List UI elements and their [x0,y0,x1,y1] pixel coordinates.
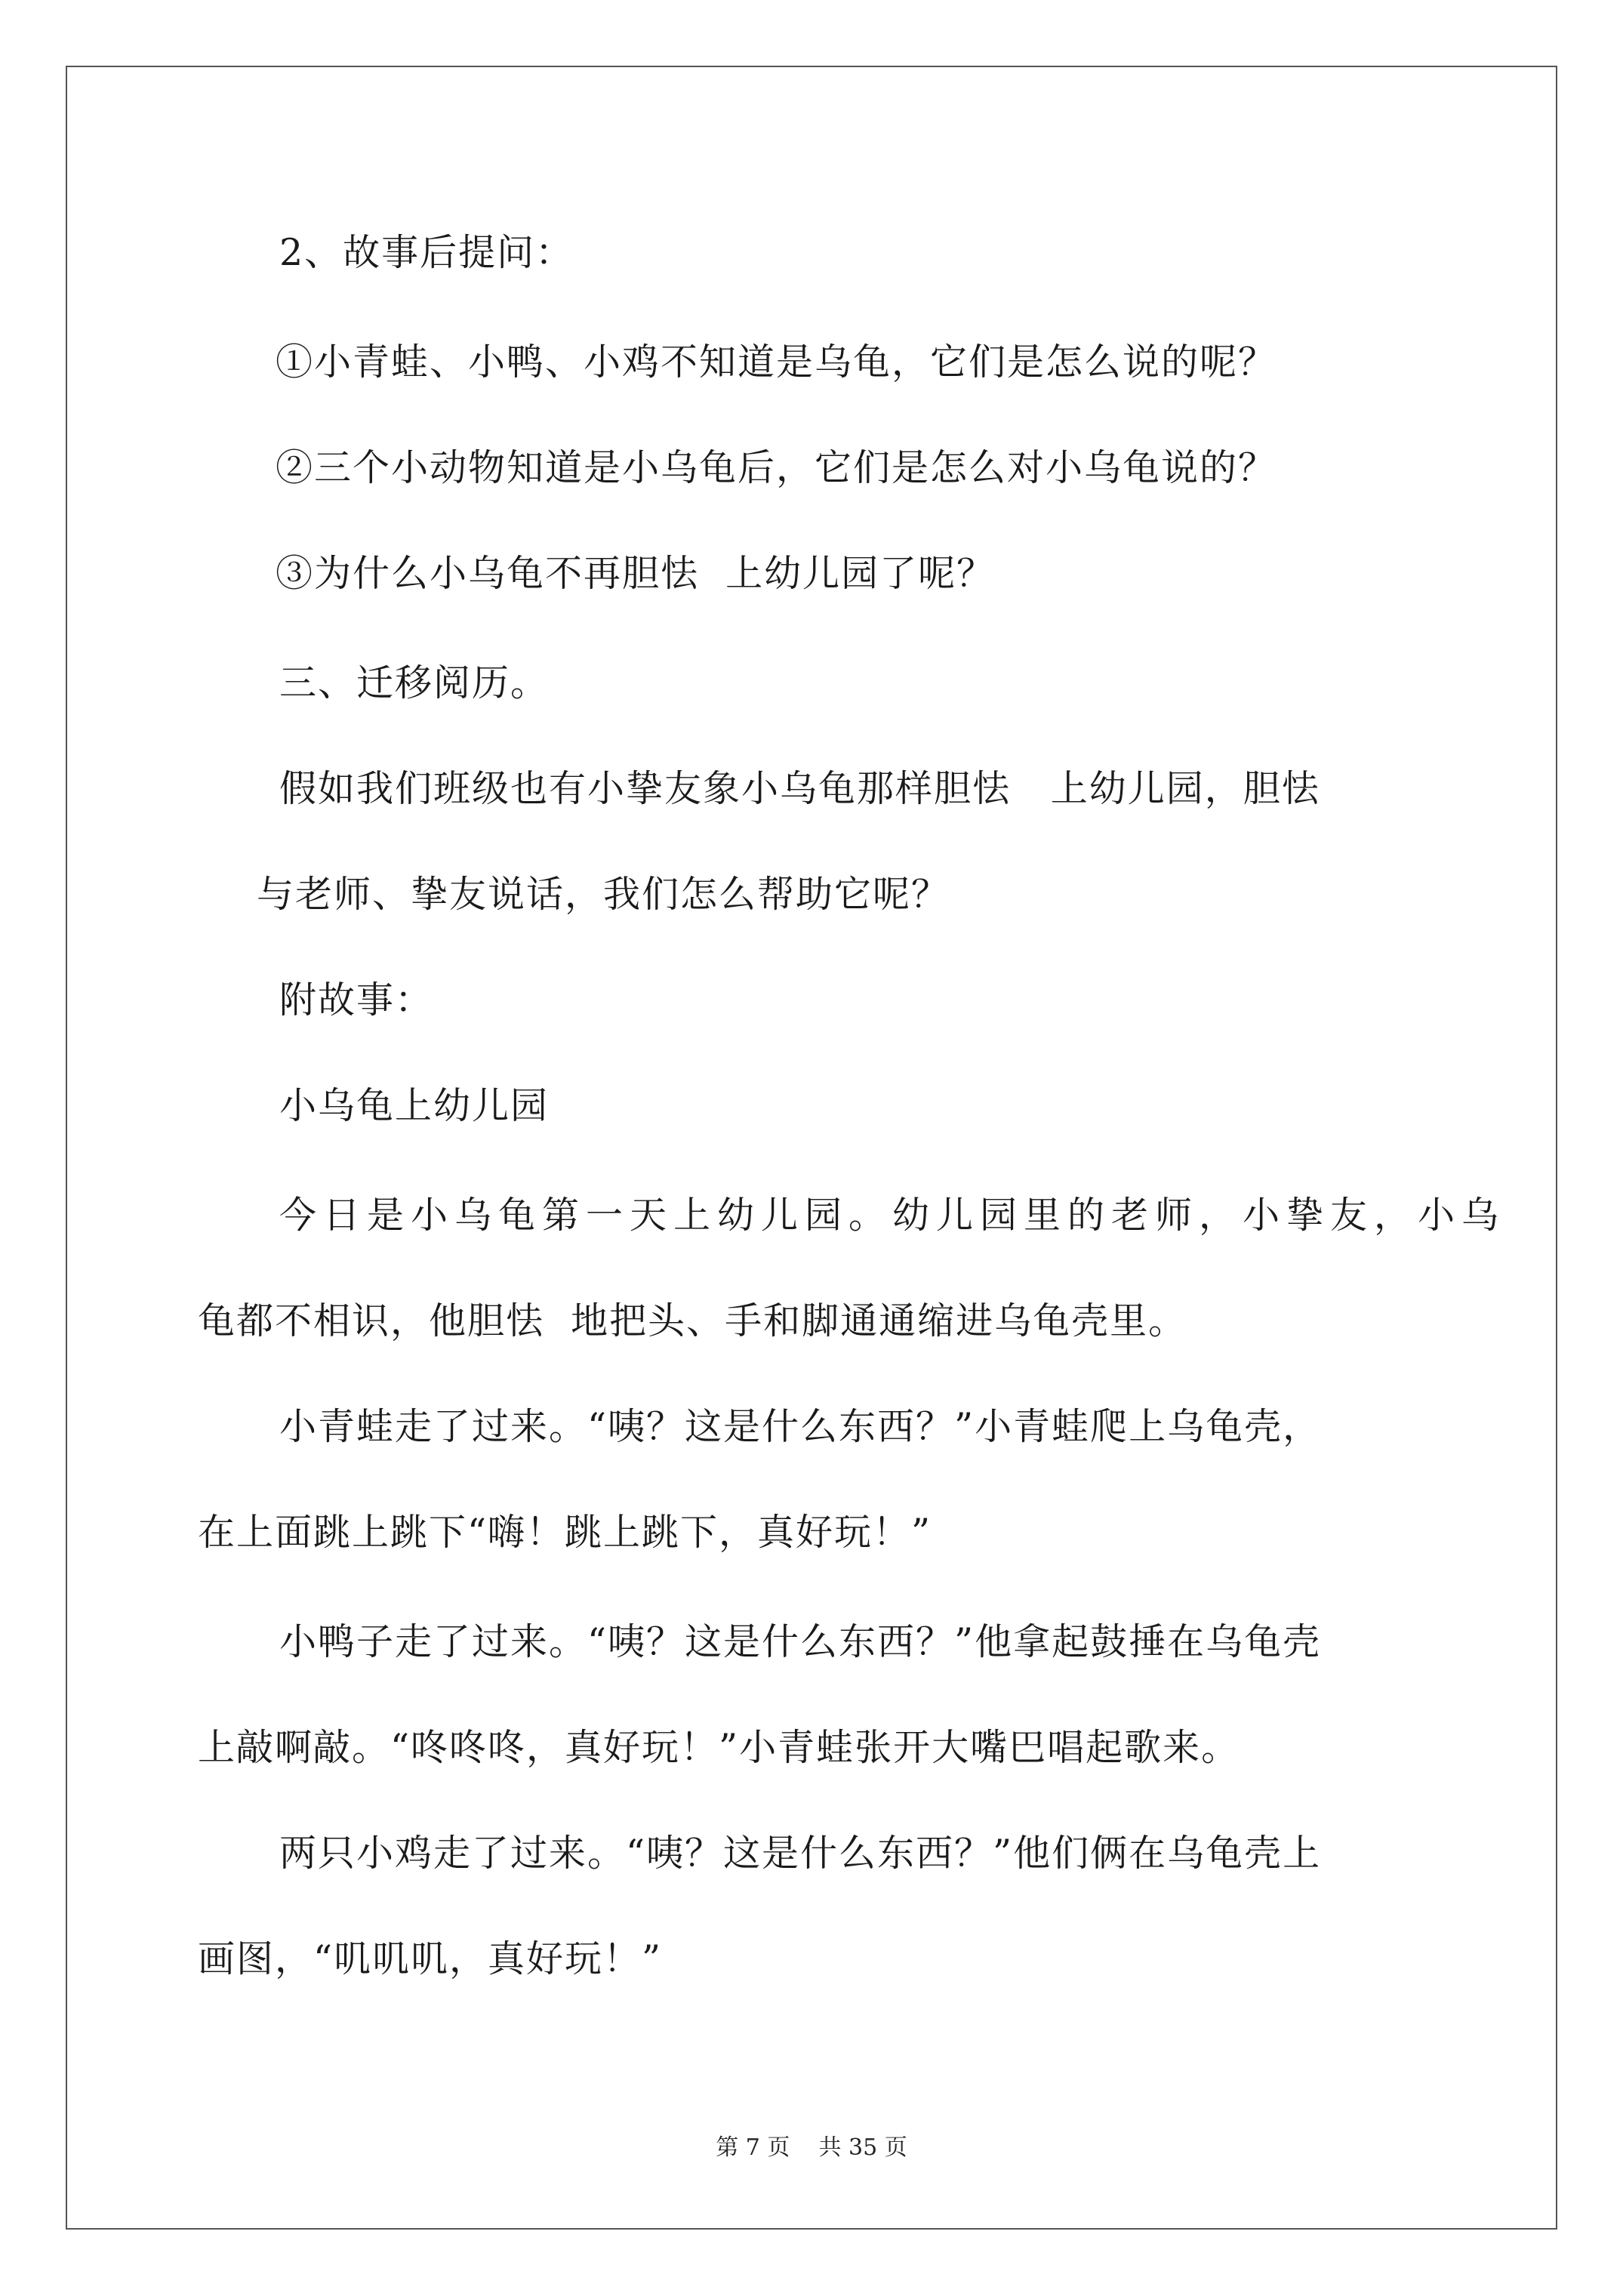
text-line-14: 小鸭子走了过来。“咦？这是什么东西？”他拿起鼓捶在乌龟壳 [279,1620,1322,1663]
text-line-3: ②三个小动物知道是小乌龟后，它们是怎么对小乌龟说的？ [276,446,1277,489]
text-line-5: 三、迁移阅历。 [279,661,550,704]
text-line-1: 2、故事后提问： [279,231,574,274]
text-line-10: 今日是小乌龟第一天上幼儿园。幼儿园里的老师，小挚友，小乌 [279,1194,1506,1237]
story-title: 小乌龟上幼儿园 [279,1084,550,1127]
text-line-13: 在上面跳上跳下“嗨！跳上跳下，真好玩！” [198,1511,932,1554]
text-line-6: 假如我们班级也有小挚友象小乌龟那样胆怯 上幼儿园，胆怯 [279,767,1320,810]
text-line-11: 龟都不相识，他胆怯 地把头、手和脚通通缩进乌龟壳里。 [198,1299,1187,1342]
text-line-16: 两只小鸡走了过来。“咦？这是什么东西？”他们俩在乌龟壳上 [279,1832,1322,1875]
text-line-4: ③为什么小乌龟不再胆怯 上幼儿园了呢？ [276,552,996,595]
page-footer: 第 7 页 共 35 页 [716,2134,907,2161]
text-line-8: 附故事： [279,978,434,1022]
text-line-17: 画图，“叽叽叽，真好玩！” [198,1937,663,1980]
text-line-7: 与老师、挚友说话，我们怎么帮助它呢？ [257,873,950,916]
text-line-15: 上敲啊敲。“咚咚咚，真好玩！”小青蛙张开大嘴巴唱起歌来。 [198,1726,1240,1769]
text-line-12: 小青蛙走了过来。“咦？这是什么东西？”小青蛙爬上乌龟壳， [279,1405,1322,1448]
text-line-2: ①小青蛙、小鸭、小鸡不知道是乌龟，它们是怎么说的呢？ [276,341,1277,384]
